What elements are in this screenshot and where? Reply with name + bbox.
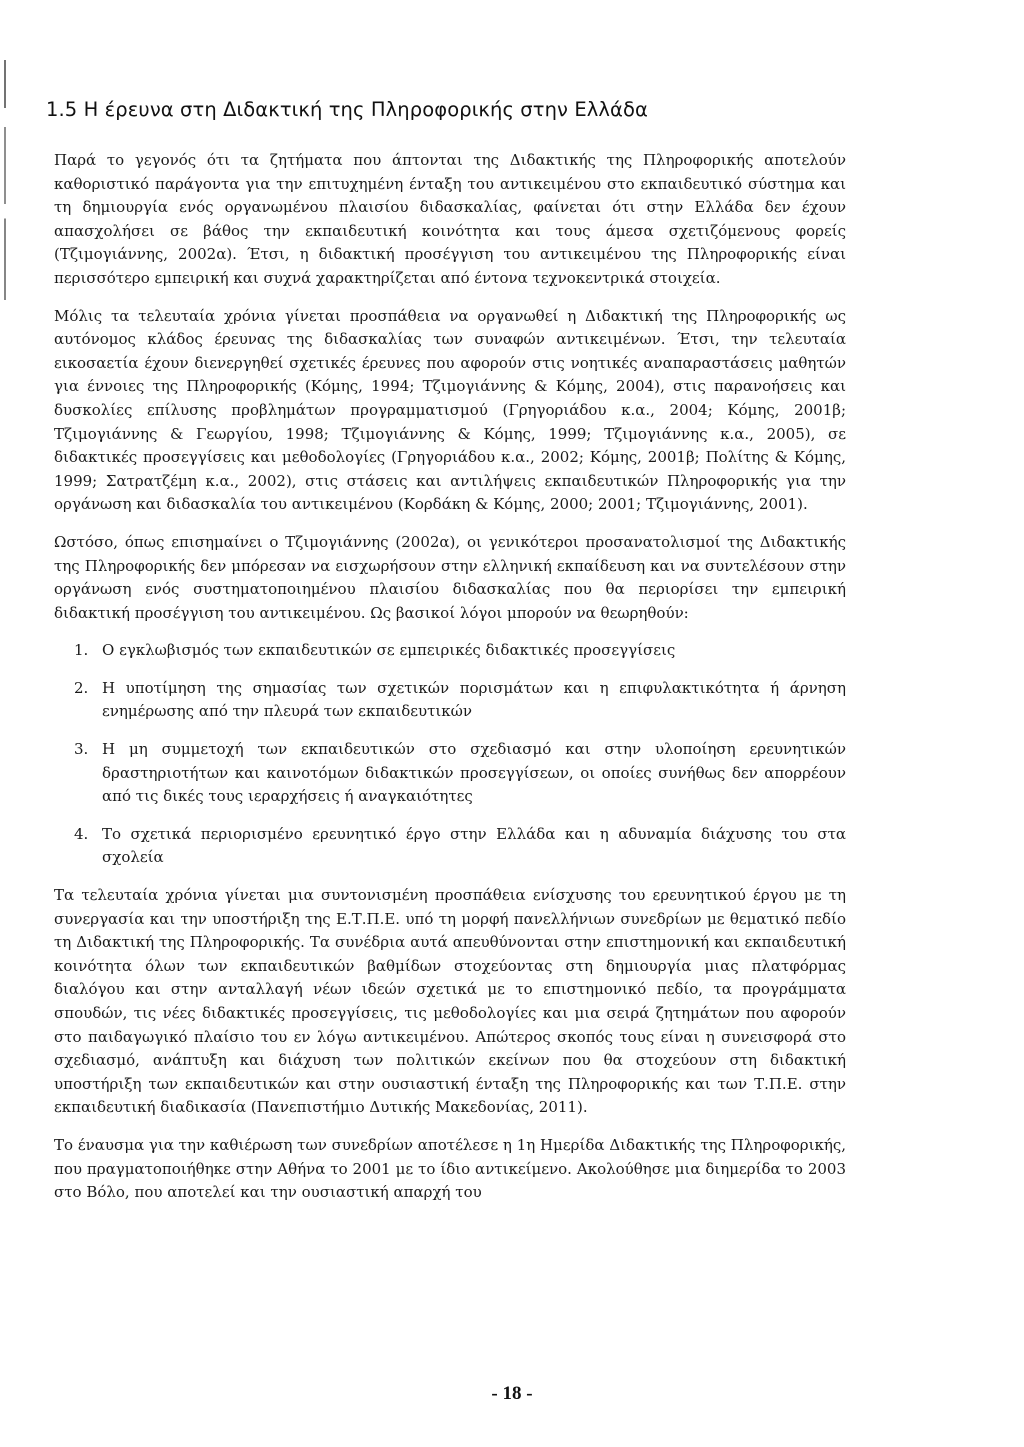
list-item-number: 3. <box>74 740 89 759</box>
document-page <box>46 98 846 1219</box>
paragraph-first-meeting: Το έναυσμα για την καθιέρωση των συνεδρίων αποτέλεσε η 1η Ημερίδα Διδακτικής της Πληροφορικής, που πραγματοποιήθηκε στην Αθήνα το 2001 με το ίδιο αντικείμενο. Ακολούθησε μια διημερίδα το 2003 στο Βόλο, που αποτελεί και την ουσιαστική απαρχή του <box>54 1135 846 1202</box>
reasons-list <box>54 639 846 870</box>
paragraph-intro: Παρά το γεγονός ότι τα ζητήματα που άπτονται της Διδακτικής της Πληροφορικής αποτελούν καθοριστικό παράγοντα για την επιτυχημένη ένταξη του αντικειμένου στο εκπαιδευτικό σύστημα και τη δημιουργία ενός οργανωμένου πλαισίου διδασκαλίας, φαίνεται ότι στην Ελλάδα δεν έχουν απασχολήσει σε βάθος την εκπαιδευτική κοινότητα και τους άμεσα σχετιζόμενους φορείς (Τζιμογιάννης, 2002α). Έτσι, η διδακτική προσέγγιση του αντικειμένου της Πληροφορικής είναι περισσότερο εμπειρική και συχνά χαρακτηρίζεται από έντονα τεχνοκεντρικά στοιχεία. <box>54 151 846 287</box>
list-item-number: 1. <box>74 641 89 660</box>
paragraph-research: Μόλις τα τελευταία χρόνια γίνεται προσπάθεια να οργανωθεί η Διδακτική της Πληροφορικής ως αυτόνομος κλάδος έρευνας της διδασκαλίας των συναφών αντικειμένων. Έτσι, την τελευταία εικοσαετία έχουν διενεργηθεί σχετικές έρευνες που αφορούν στις νοητικές αναπαραστάσεις μαθητών για έννοιες της Πληροφορικής (Κόμης, 1994; Τζιμογιάννης & Κόμης, 2004), στις παρανοήσεις και δυσκολίες επίλυσης προβλημάτων προγραμματισμού (Γρηγοριάδου κ.α., 2004; Κόμης, 2001β; Τζιμογιάννης & Γεωργίου, 1998; Τζιμογιάννης & Κόμης, 1999; Τζιμογιάννης κ.α., 2005), σε διδακτικές προσεγγίσεις και μεθοδολογίες (Γρηγοριάδου κ.α., 2002; Κόμης, 2001β; Πολίτης & Κόμης, 1999; Σατρατζέμη κ.α., 2002), στις στάσεις και αντιλήψεις εκπαιδευτικών Πληροφορικής για την οργάνωση και διδασκαλία του αντικειμένου (Κορδάκη & Κόμης, 2000; 2001; Τζιμογιάννης, 2001). <box>54 306 846 514</box>
scan-edge-mark <box>4 60 6 300</box>
list-item <box>54 738 846 809</box>
page-number: - 18 - <box>491 1383 533 1404</box>
list-item-text: Ο εγκλωβισμός των εκπαιδευτικών σε εμπειρικές διδακτικές προσεγγίσεις <box>102 641 676 660</box>
paragraph-reasons-intro: Ωστόσο, όπως επισημαίνει ο Τζιμογιάννης (2002α), οι γενικότεροι προσανατολισμοί της Διδακτικής της Πληροφορικής δεν μπόρεσαν να εισχωρήσουν στην ελληνική εκπαίδευση και να συντελέσουν στην οργάνωση ενός συστηματοποιημένου πλαισίου διδασκαλίας που θα περιορίσει την εμπειρική διδακτική προσέγγιση του αντικειμένου. Ως βασικοί λόγοι μπορούν να θεωρηθούν: <box>54 532 846 622</box>
paragraph-conferences: Τα τελευταία χρόνια γίνεται μια συντονισμένη προσπάθεια ενίσχυσης του ερευνητικού έργου με τη συνεργασία και την υποστήριξη της Ε.Τ.Π.Ε. υπό τη μορφή πανελλήνιων συνεδρίων με θεματικό πεδίο τη Διδακτική της Πληροφορικής. Τα συνέδρια αυτά απευθύνονται στην επιστημονική και εκπαιδευτική κοινότητα όλων των εκπαιδευτικών βαθμίδων στοχεύοντας στη δημιουργία μιας πλατφόρμας διαλόγου και στην ανταλλαγή νέων ιδεών σχετικά με το επιστημονικό πεδίο, τα προγράμματα σπουδών, τις νέες διδακτικές προσεγγίσεις, τις μεθοδολογίες και μια σειρά ζητημάτων που αφορούν στο παιδαγωγικό πλαίσιο του εν λόγω αντικειμένου. Απώτερος σκοπός τους είναι η συνεισφορά στο σχεδιασμό, ανάπτυξη και διάχυση των πολιτικών εκείνων που θα στοχεύουν στη διδακτική υποστήριξη των εκπαιδευτικών και στην ουσιαστική ένταξη της Πληροφορικής και των Τ.Π.Ε. στην εκπαιδευτική διαδικασία (Πανεπιστήμιο Δυτικής Μακεδονίας, 2011). <box>54 886 846 1117</box>
list-item <box>54 823 846 870</box>
list-item <box>54 677 846 724</box>
list-item-number: 4. <box>74 824 89 843</box>
list-item <box>54 639 846 663</box>
list-item-text: Η υποτίμηση της σημασίας των σχετικών πορισμάτων και η επιφυλακτικότητα ή άρνηση ενημέρωσης από την πλευρά των εκπαιδευτικών <box>102 678 846 721</box>
list-item-text: Το σχετικά περιορισμένο ερευνητικό έργο στην Ελλάδα και η αδυναμία διάχυσης του στα σχολεία <box>102 824 846 867</box>
section-heading: 1.5 Η έρευνα στη Διδακτική της Πληροφορικής στην Ελλάδα <box>46 98 648 121</box>
list-item-number: 2. <box>74 678 89 697</box>
list-item-text: Η μη συμμετοχή των εκπαιδευτικών στο σχεδιασμό και στην υλοποίηση ερευνητικών δραστηριοτήτων και καινοτόμων διδακτικών προσεγγίσεων, οι οποίες συνήθως δεν απορρέουν από τις δικές τους ιεραρχήσεις ή αναγκαιότητες <box>102 740 846 806</box>
